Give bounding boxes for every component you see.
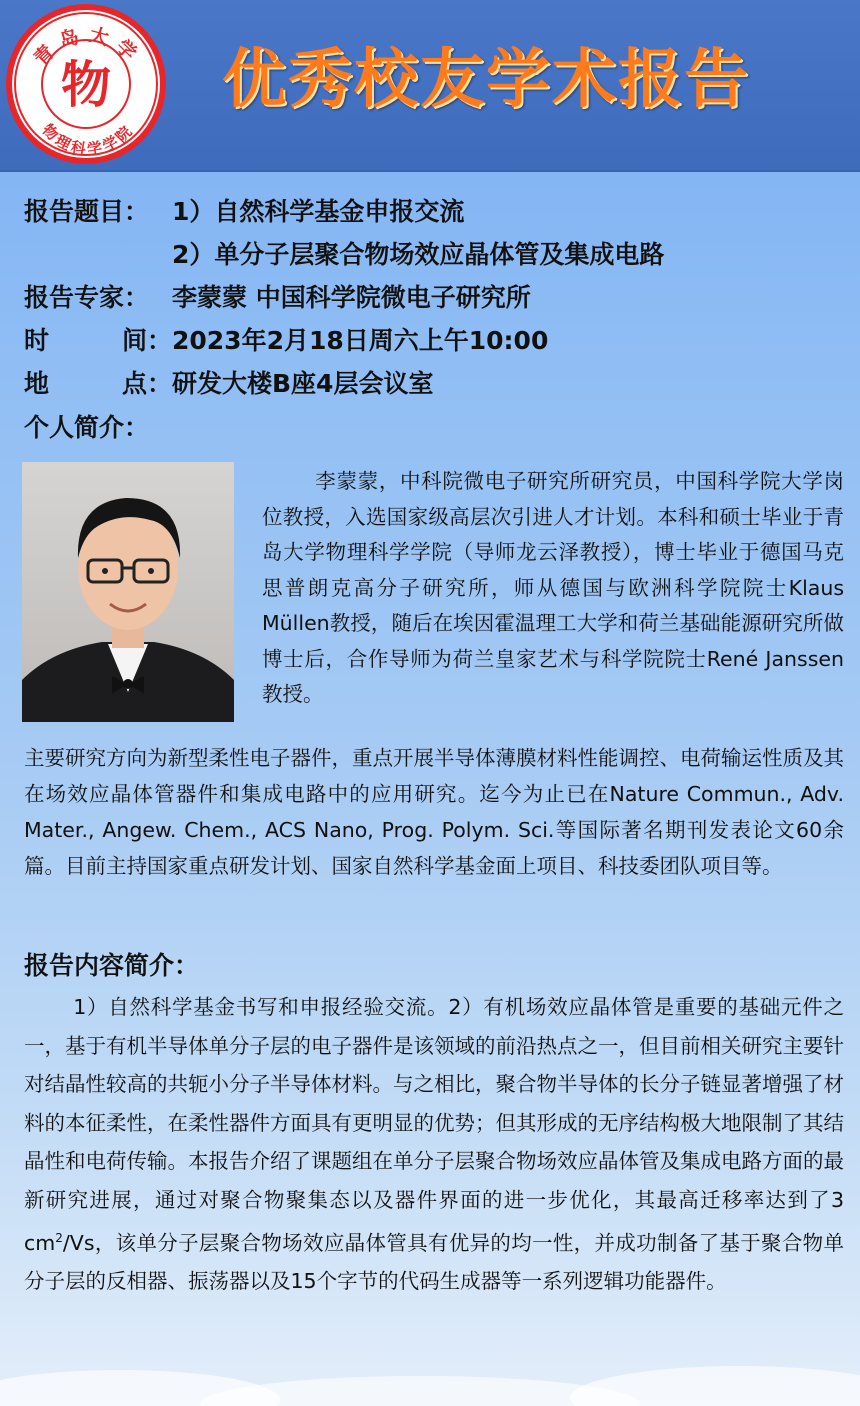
topic-label: 报告题目：: [24, 197, 150, 226]
header-banner: [0, 0, 860, 172]
content-text: [24, 988, 844, 1301]
bio-research-text: 主要研究方向为新型柔性电子器件，重点开展半导体薄膜材料性能调控、电荷输运性质及其在场效应晶体管器件和集成电路中的应用研究。迄今为止已在Nature Commun., Adv. Mater., Angew. Chem., ACS Nano, Prog. Polym. Sci.等国际著名期刊发表论文60余篇。目前主持国家重点研发计划、国家自然科学基金面上项目、科技委团队项目等。: [24, 746, 844, 878]
topic-1: 1）自然科学基金申报交流: [172, 197, 465, 226]
topic-2: 2）单分子层聚合物场效应晶体管及集成电路: [172, 240, 665, 269]
time-value: 2023年2月18日周六上午10:00: [172, 326, 549, 355]
place-label-a: 地: [24, 369, 50, 398]
time-label-b: 间：: [121, 326, 172, 355]
seal-top-text: 青岛大学: [29, 23, 147, 71]
cloud-decoration-icon: [0, 1330, 860, 1406]
content-text-a: 1）自然科学基金书写和申报经验交流。2）有机场效应晶体管是重要的基础元件之一，基于有机半导体单分子层的电子器件是该领域的前沿热点之一，但目前相关研究主要针对结晶性较高的共轭小分子半导体材料。与之相比，聚合物半导体的长分子链显著增强了材料的本征柔性，在柔性器件方面具有更明显的优势；但其形成的无序结构极大地限制了其结晶性和电荷传输。本报告介绍了课题组在单分子层聚合物场效应晶体管及集成电路方面的最新研究进展，通过对聚合物聚集态以及器件界面的进一步优化，其最高迁移率达到了3 cm: [24, 995, 844, 1255]
place-label-b: 点：: [121, 369, 172, 398]
place-label: [24, 362, 172, 405]
university-seal-icon: [4, 2, 168, 166]
page-title: 优秀校友学术报告: [222, 43, 750, 117]
place-value: 研发大楼B座4层会议室: [172, 369, 434, 398]
speaker-row: [24, 276, 844, 319]
time-label-a: 时: [24, 326, 50, 355]
speaker-portrait-icon: [22, 462, 234, 722]
content-superscript: 2: [55, 1231, 63, 1245]
speaker-label: 报告专家：: [24, 283, 150, 312]
speaker-value: 李蒙蒙 中国科学院微电子研究所: [172, 283, 531, 312]
portrait-drawing: [22, 462, 234, 722]
content-text-b: /Vs，该单分子层聚合物场效应晶体管具有优异的均一性，并成功制备了基于聚合物单分子层的反相器、振荡器以及15个字节的代码生成器等一系列逻辑功能器件。: [24, 1230, 844, 1294]
report-info: [24, 190, 844, 405]
topic-row: [24, 190, 844, 233]
place-row: [24, 362, 844, 405]
intro-heading: 个人简介：: [24, 413, 150, 442]
time-label: [24, 319, 172, 362]
bio-side-text: 李蒙蒙，中科院微电子研究所研究员，中国科学院大学岗位教授，入选国家级高层次引进人才计划。本科和硕士毕业于青岛大学物理科学学院（导师龙云泽教授），博士毕业于德国马克思普朗克高分子研究所，师从德国与欧洲科学院院士Klaus Müllen教授，随后在埃因霍温理工大学和荷兰基础能源研究所做博士后，合作导师为荷兰皇家艺术与科学院院士René Janssen教授。: [262, 469, 844, 706]
seal-bottom-text: 物理科学学院: [38, 120, 138, 159]
time-row: [24, 319, 844, 362]
content-heading: 报告内容简介：: [24, 951, 200, 980]
seal-center-glyph: 物: [61, 55, 111, 114]
